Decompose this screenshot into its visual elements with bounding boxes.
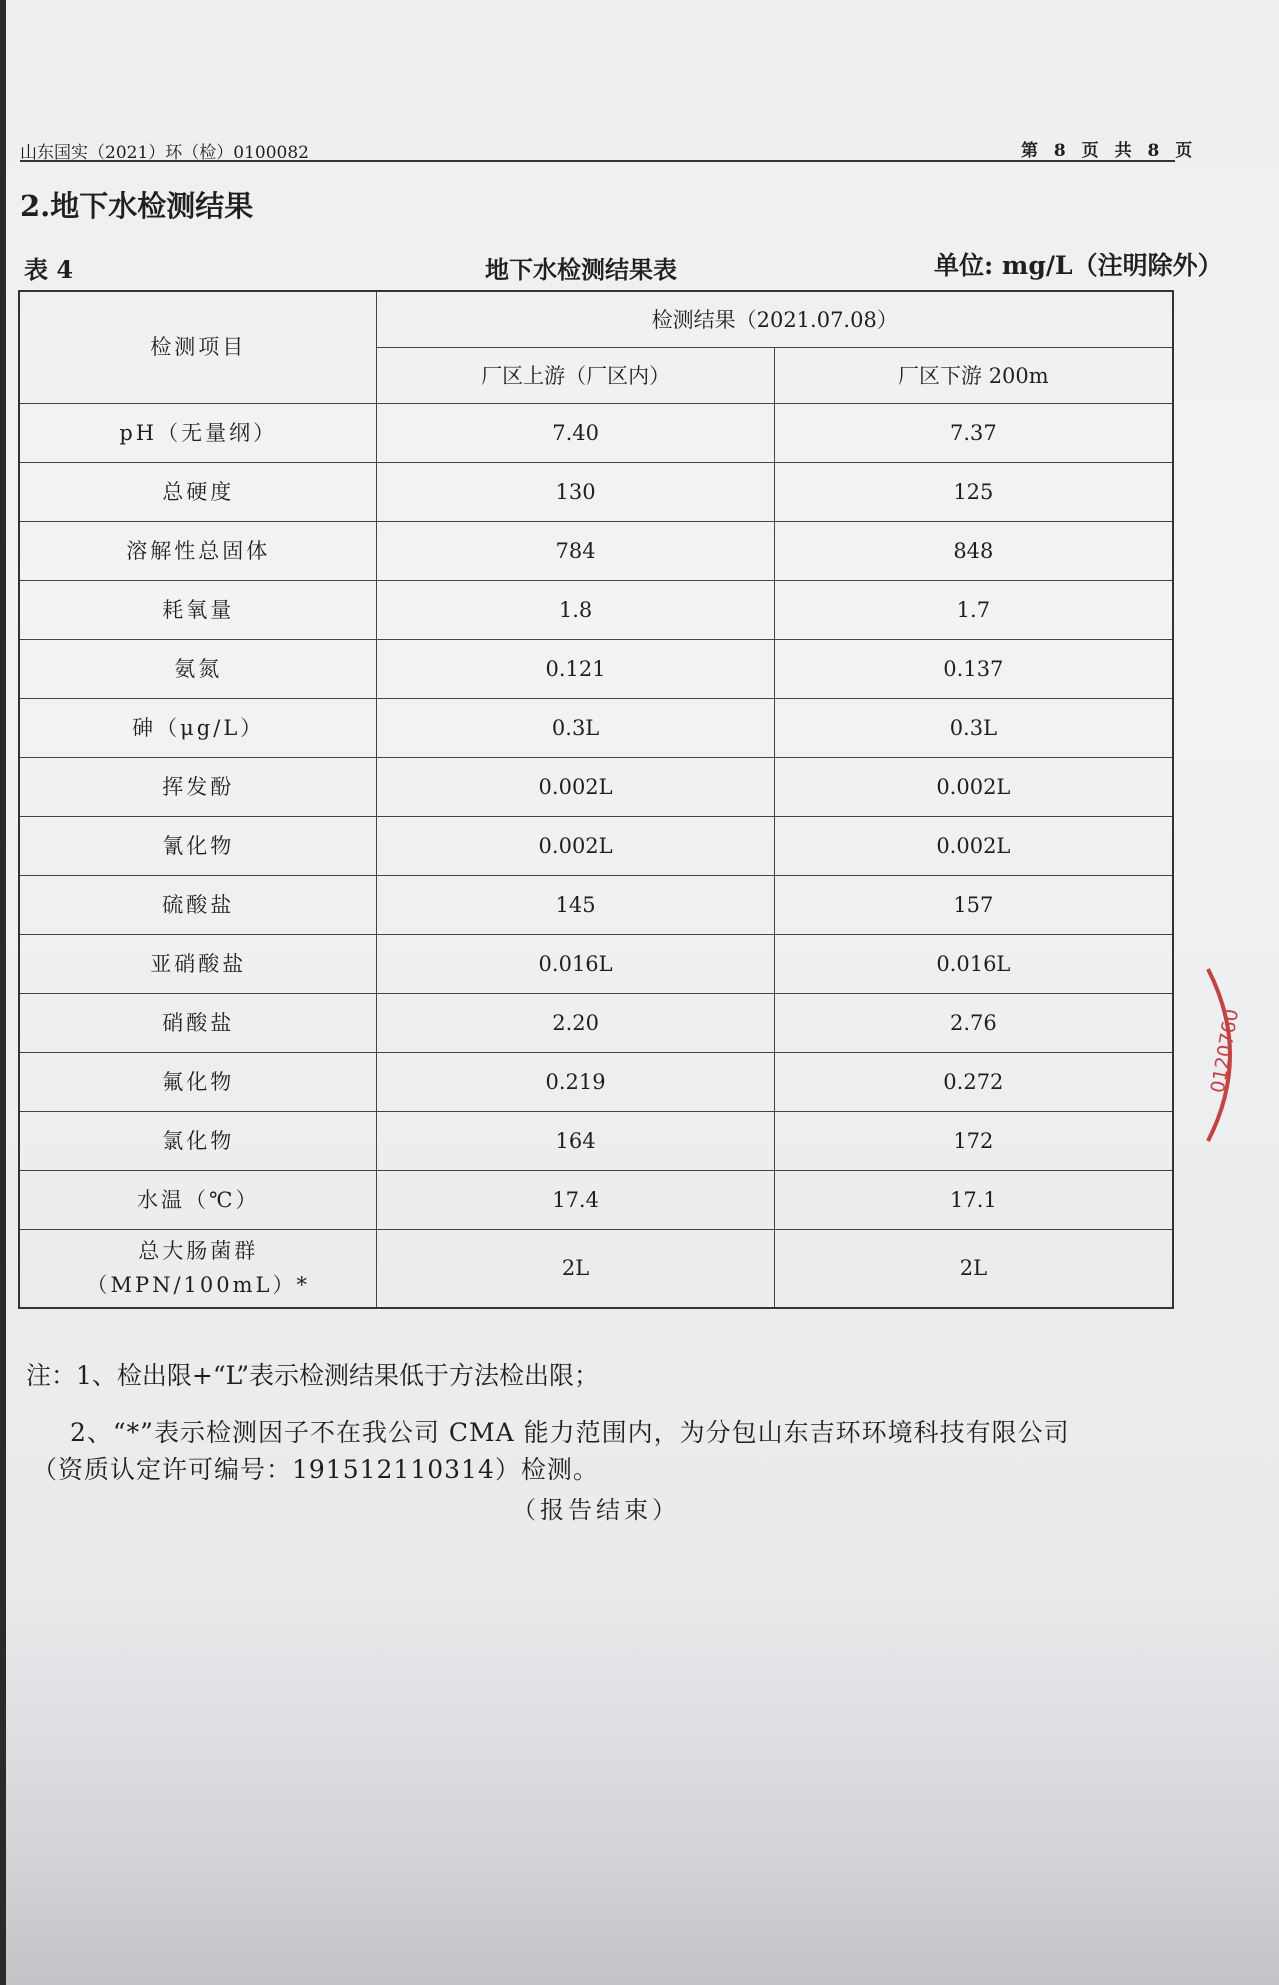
table-row xyxy=(19,934,1173,993)
downstream-cell: 0.3L xyxy=(774,698,1173,757)
item-cell: 溶解性总固体 xyxy=(19,521,377,580)
item-cell-line-2: （MPN/100mL）* xyxy=(86,1273,310,1298)
note-1: 注：1、检出限+“L”表示检测结果低于方法检出限； xyxy=(26,1361,600,1390)
upstream-cell: 17.4 xyxy=(377,1170,774,1229)
downstream-cell: 848 xyxy=(774,521,1173,580)
upstream-cell: 0.3L xyxy=(377,698,774,757)
table-row xyxy=(19,757,1173,816)
downstream-cell: 2.76 xyxy=(774,993,1173,1052)
seal-number: 0120760 xyxy=(1206,1007,1244,1095)
table-row xyxy=(19,580,1173,639)
upstream-cell: 130 xyxy=(377,462,774,521)
item-cell: 总硬度 xyxy=(19,462,377,521)
downstream-cell: 125 xyxy=(774,462,1173,521)
upstream-cell: 0.016L xyxy=(377,934,774,993)
downstream-cell: 157 xyxy=(774,875,1173,934)
page-indicator: 第 8 页 共 8 页 xyxy=(1021,141,1193,161)
table-header-row xyxy=(19,291,1173,347)
upstream-cell: 2L xyxy=(377,1229,774,1308)
note-2-line-2: （资质认定许可编号：191512110314）检测。 xyxy=(32,1455,599,1484)
seal-stamp xyxy=(1202,965,1252,1145)
downstream-header: 厂区下游 200m xyxy=(774,347,1173,403)
note-2-line-1: 2、“*”表示检测因子不在我公司 CMA 能力范围内，为分包山东吉环环境科技有限公司 xyxy=(70,1418,1070,1447)
downstream-cell: 0.002L xyxy=(774,757,1173,816)
item-cell: 耗氧量 xyxy=(19,580,377,639)
upstream-cell: 164 xyxy=(377,1111,774,1170)
results-table xyxy=(18,290,1174,1309)
item-header: 检测项目 xyxy=(19,291,377,403)
downstream-cell: 0.002L xyxy=(774,816,1173,875)
item-cell: 氟化物 xyxy=(19,1052,377,1111)
upstream-cell: 784 xyxy=(377,521,774,580)
upstream-cell: 0.121 xyxy=(377,639,774,698)
photo-shadow xyxy=(6,1580,1279,1985)
table-row xyxy=(19,1170,1173,1229)
item-cell: pH（无量纲） xyxy=(19,403,377,462)
table-row xyxy=(19,698,1173,757)
item-cell: 硫酸盐 xyxy=(19,875,377,934)
item-cell: 硝酸盐 xyxy=(19,993,377,1052)
upstream-cell: 2.20 xyxy=(377,993,774,1052)
downstream-cell: 0.016L xyxy=(774,934,1173,993)
table-row xyxy=(19,521,1173,580)
table-number: 表 4 xyxy=(24,255,74,284)
item-cell: 氰化物 xyxy=(19,816,377,875)
downstream-cell: 0.272 xyxy=(774,1052,1173,1111)
item-cell: 亚硝酸盐 xyxy=(19,934,377,993)
section-title: 2.地下水检测结果 xyxy=(20,189,254,223)
document-page xyxy=(6,0,1279,1985)
upstream-cell: 7.40 xyxy=(377,403,774,462)
header-rule xyxy=(20,160,1175,162)
item-cell: 水温（℃） xyxy=(19,1170,377,1229)
item-cell: 氯化物 xyxy=(19,1111,377,1170)
downstream-cell: 1.7 xyxy=(774,580,1173,639)
upstream-cell: 0.002L xyxy=(377,816,774,875)
table-row xyxy=(19,875,1173,934)
downstream-cell: 17.1 xyxy=(774,1170,1173,1229)
item-cell: 挥发酚 xyxy=(19,757,377,816)
downstream-cell: 0.137 xyxy=(774,639,1173,698)
downstream-cell: 7.37 xyxy=(774,403,1173,462)
result-header: 检测结果（2021.07.08） xyxy=(377,291,1173,347)
table-row xyxy=(19,1229,1173,1308)
table-row xyxy=(19,816,1173,875)
table-row xyxy=(19,993,1173,1052)
table-row xyxy=(19,1111,1173,1170)
table-row xyxy=(19,462,1173,521)
item-cell xyxy=(19,1229,377,1308)
table-title: 地下水检测结果表 xyxy=(485,255,677,284)
item-cell: 氨氮 xyxy=(19,639,377,698)
report-end: （报告结束） xyxy=(512,1496,680,1524)
table-row xyxy=(19,403,1173,462)
upstream-cell: 145 xyxy=(377,875,774,934)
downstream-cell: 2L xyxy=(774,1229,1173,1308)
upstream-cell: 0.219 xyxy=(377,1052,774,1111)
table-row xyxy=(19,1052,1173,1111)
table-row xyxy=(19,639,1173,698)
item-cell: 砷（μg/L） xyxy=(19,698,377,757)
report-number: 山东国实（2021）环（检）0100082 xyxy=(20,143,309,163)
upstream-cell: 0.002L xyxy=(377,757,774,816)
downstream-cell: 172 xyxy=(774,1111,1173,1170)
unit-label: 单位: mg/L（注明除外） xyxy=(934,251,1223,280)
item-cell-line-1: 总大肠菌群 xyxy=(138,1239,259,1264)
upstream-cell: 1.8 xyxy=(377,580,774,639)
upstream-header: 厂区上游（厂区内） xyxy=(377,347,774,403)
